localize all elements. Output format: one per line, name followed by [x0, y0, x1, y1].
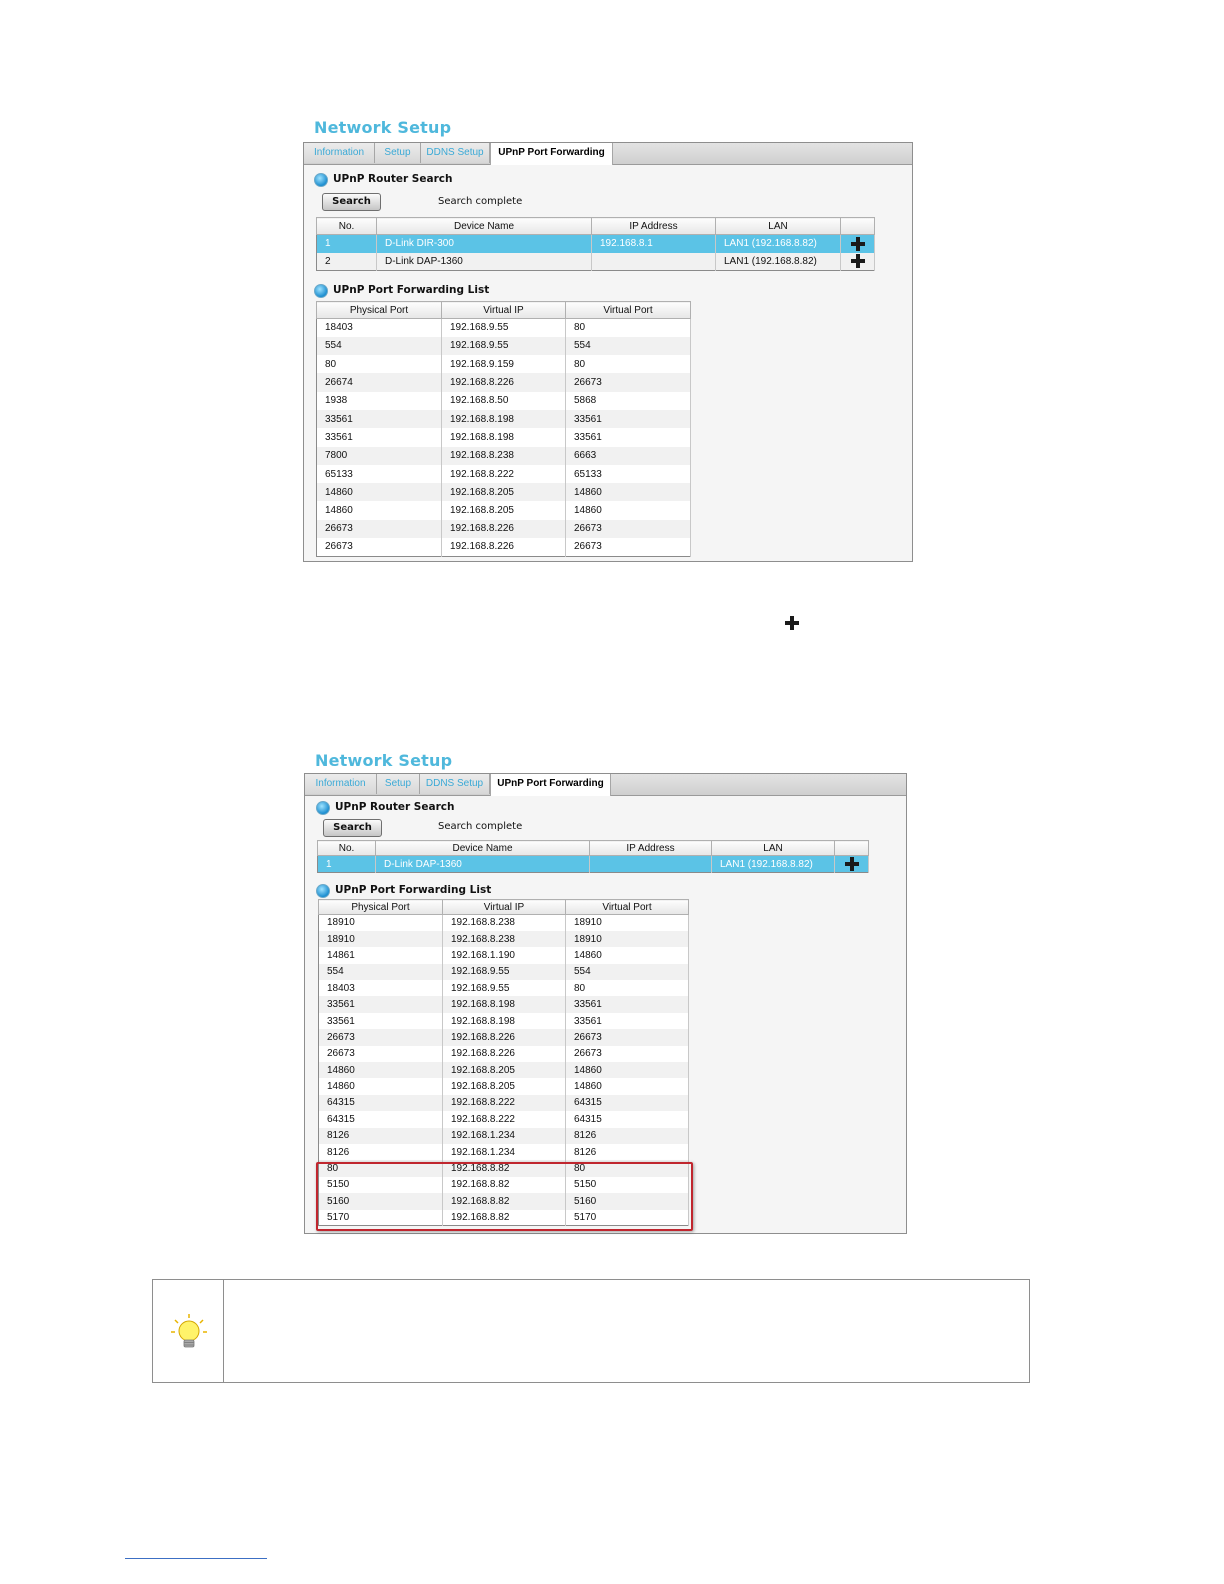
physical-port-cell: 8126	[319, 1144, 443, 1160]
virtual-port-cell: 8126	[566, 1128, 689, 1144]
virtual-port-cell: 80	[566, 355, 691, 373]
virtual-port-cell: 6663	[566, 447, 691, 465]
physical-port-cell: 18403	[317, 319, 442, 337]
physical-port-cell: 65133	[317, 465, 442, 483]
column-header-ip-address[interactable]: IP Address	[590, 841, 712, 856]
physical-port-cell: 26673	[319, 1029, 443, 1045]
plus-icon[interactable]	[845, 857, 859, 871]
column-header-no[interactable]: No.	[317, 218, 377, 235]
blue-dot-icon	[314, 173, 328, 187]
add-button-cell	[835, 856, 869, 873]
network-setup-panel	[303, 142, 913, 562]
tab-upnp-port-forwarding[interactable]: UPnP Port Forwarding	[490, 143, 613, 165]
router-device-name: D-Link DAP-1360	[376, 856, 590, 873]
router-search-heading: UPnP Router Search	[333, 173, 453, 185]
virtual-ip-cell: 192.168.8.226	[443, 1029, 566, 1045]
physical-port-cell: 26673	[317, 538, 442, 556]
physical-port-cell: 33561	[319, 996, 443, 1012]
virtual-ip-cell: 192.168.9.55	[442, 319, 566, 337]
tab-ddns-setup[interactable]: DDNS Setup	[420, 774, 490, 794]
search-button[interactable]: Search	[322, 193, 381, 211]
virtual-ip-cell: 192.168.1.234	[443, 1128, 566, 1144]
table-row[interactable]	[319, 1078, 689, 1094]
column-header-action	[835, 841, 869, 856]
table-row[interactable]	[319, 964, 689, 980]
virtual-port-cell: 554	[566, 337, 691, 355]
virtual-ip-cell: 192.168.8.205	[443, 1078, 566, 1094]
blue-dot-icon	[316, 801, 330, 815]
virtual-ip-cell: 192.168.8.226	[443, 1046, 566, 1062]
table-row[interactable]	[317, 355, 691, 373]
physical-port-cell: 80	[317, 355, 442, 373]
physical-port-cell: 14860	[317, 501, 442, 519]
physical-port-cell: 14860	[317, 483, 442, 501]
column-header-virtual-ip[interactable]: Virtual IP	[442, 302, 566, 319]
add-button-cell	[841, 253, 875, 271]
physical-port-cell: 554	[317, 337, 442, 355]
virtual-ip-cell: 192.168.1.190	[443, 947, 566, 963]
virtual-ip-cell: 192.168.8.205	[442, 501, 566, 519]
tab-bar	[305, 774, 906, 796]
plus-icon	[785, 616, 803, 634]
table-row[interactable]	[317, 373, 691, 391]
virtual-port-cell: 14860	[566, 947, 689, 963]
virtual-ip-cell: 192.168.9.55	[443, 964, 566, 980]
column-header-lan[interactable]: LAN	[712, 841, 835, 856]
table-row[interactable]	[317, 428, 691, 446]
physical-port-cell: 7800	[317, 447, 442, 465]
table-row[interactable]	[317, 447, 691, 465]
column-header-virtual-port[interactable]: Virtual Port	[566, 302, 691, 319]
table-row[interactable]	[319, 1029, 689, 1045]
virtual-port-cell: 64315	[566, 1095, 689, 1111]
physical-port-cell: 64315	[319, 1095, 443, 1111]
table-row[interactable]	[317, 483, 691, 501]
router-no: 1	[317, 235, 377, 253]
table-row[interactable]	[319, 1013, 689, 1029]
virtual-ip-cell: 192.168.9.159	[442, 355, 566, 373]
table-row[interactable]	[319, 915, 689, 931]
physical-port-cell: 5150	[319, 1177, 443, 1193]
virtual-ip-cell: 192.168.8.198	[443, 1013, 566, 1029]
plus-icon-glyph	[785, 616, 803, 634]
physical-port-cell: 554	[319, 964, 443, 980]
virtual-port-cell: 26673	[566, 1046, 689, 1062]
tab-information[interactable]: Information	[304, 143, 375, 163]
router-row[interactable]	[317, 253, 875, 271]
column-header-physical-port[interactable]: Physical Port	[317, 302, 442, 319]
tab-information[interactable]: Information	[305, 774, 377, 794]
virtual-port-cell: 33561	[566, 1013, 689, 1029]
page-title: Network Setup	[315, 751, 453, 770]
physical-port-cell: 26673	[319, 1046, 443, 1062]
add-button-cell	[841, 235, 875, 253]
physical-port-cell: 1938	[317, 392, 442, 410]
column-header-virtual-port[interactable]: Virtual Port	[566, 900, 689, 915]
table-row[interactable]	[319, 996, 689, 1012]
table-row[interactable]	[317, 319, 691, 337]
virtual-port-cell: 33561	[566, 410, 691, 428]
forwarding-list-heading: UPnP Port Forwarding List	[335, 884, 492, 896]
virtual-port-cell: 5868	[566, 392, 691, 410]
column-header-action	[841, 218, 875, 235]
table-row[interactable]	[317, 501, 691, 519]
virtual-port-cell: 26673	[566, 538, 691, 556]
physical-port-cell: 8126	[319, 1128, 443, 1144]
column-header-device-name[interactable]: Device Name	[377, 218, 592, 235]
router-lan: LAN1 (192.168.8.82)	[716, 235, 841, 253]
physical-port-cell: 5170	[319, 1210, 443, 1226]
search-status: Search complete	[438, 196, 523, 207]
virtual-ip-cell: 192.168.8.198	[443, 996, 566, 1012]
column-header-lan[interactable]: LAN	[716, 218, 841, 235]
column-header-device-name[interactable]: Device Name	[376, 841, 590, 856]
router-ip-address: 192.168.8.1	[592, 235, 716, 253]
virtual-ip-cell: 192.168.8.226	[442, 520, 566, 538]
router-search-heading: UPnP Router Search	[335, 801, 455, 813]
plus-icon[interactable]	[851, 237, 865, 251]
virtual-port-cell: 64315	[566, 1111, 689, 1127]
new-entries-highlight	[316, 1162, 693, 1231]
table-row[interactable]	[317, 410, 691, 428]
physical-port-cell: 80	[319, 1160, 443, 1176]
physical-port-cell: 33561	[317, 428, 442, 446]
router-lan: LAN1 (192.168.8.82)	[712, 856, 835, 873]
router-device-name: D-Link DIR-300	[377, 235, 592, 253]
table-row[interactable]	[319, 1111, 689, 1127]
virtual-ip-cell: 192.168.1.234	[443, 1144, 566, 1160]
virtual-port-cell: 26673	[566, 1029, 689, 1045]
virtual-ip-cell: 192.168.9.55	[443, 980, 566, 996]
virtual-ip-cell: 192.168.8.82	[443, 1210, 566, 1226]
column-header-ip-address[interactable]: IP Address	[592, 218, 716, 235]
table-row[interactable]	[319, 1144, 689, 1160]
virtual-ip-cell: 192.168.8.222	[443, 1095, 566, 1111]
virtual-ip-cell: 192.168.8.238	[443, 915, 566, 931]
virtual-ip-cell: 192.168.9.55	[442, 337, 566, 355]
tab-upnp-port-forwarding[interactable]: UPnP Port Forwarding	[490, 774, 611, 796]
tab-ddns-setup[interactable]: DDNS Setup	[421, 143, 490, 163]
physical-port-cell: 33561	[319, 1013, 443, 1029]
virtual-port-cell: 5160	[566, 1193, 689, 1209]
tip-box	[152, 1279, 1030, 1383]
virtual-port-cell: 33561	[566, 428, 691, 446]
virtual-ip-cell: 192.168.8.198	[442, 428, 566, 446]
virtual-port-cell: 26673	[566, 520, 691, 538]
physical-port-cell: 26674	[317, 373, 442, 391]
table-row[interactable]	[319, 1062, 689, 1078]
physical-port-cell: 18403	[319, 980, 443, 996]
page-title: Network Setup	[314, 118, 452, 137]
table-row[interactable]	[317, 392, 691, 410]
virtual-port-cell: 26673	[566, 373, 691, 391]
forwarding-list-heading: UPnP Port Forwarding List	[333, 284, 490, 296]
router-row[interactable]	[318, 856, 869, 873]
virtual-ip-cell: 192.168.8.82	[443, 1177, 566, 1193]
column-header-no[interactable]: No.	[318, 841, 376, 856]
tip-divider	[223, 1280, 224, 1382]
physical-port-cell: 64315	[319, 1111, 443, 1127]
virtual-ip-cell: 192.168.8.222	[442, 465, 566, 483]
table-row[interactable]	[317, 465, 691, 483]
virtual-port-cell: 80	[566, 319, 691, 337]
router-no: 1	[318, 856, 376, 873]
virtual-port-cell: 18910	[566, 915, 689, 931]
tab-setup[interactable]: Setup	[377, 774, 420, 794]
virtual-port-cell: 33561	[566, 996, 689, 1012]
virtual-port-cell: 14860	[566, 1078, 689, 1094]
table-row[interactable]	[319, 947, 689, 963]
table-row[interactable]	[319, 1128, 689, 1144]
physical-port-cell: 5160	[319, 1193, 443, 1209]
table-row[interactable]	[319, 931, 689, 947]
virtual-port-cell: 80	[566, 980, 689, 996]
virtual-ip-cell: 192.168.8.222	[443, 1111, 566, 1127]
virtual-ip-cell: 192.168.8.205	[442, 483, 566, 501]
virtual-port-cell: 8126	[566, 1144, 689, 1160]
virtual-port-cell: 5170	[566, 1210, 689, 1226]
plus-icon[interactable]	[851, 254, 865, 268]
tab-setup[interactable]: Setup	[375, 143, 421, 163]
virtual-ip-cell: 192.168.8.238	[443, 931, 566, 947]
router-ip-address	[592, 253, 716, 271]
column-header-physical-port[interactable]: Physical Port	[319, 900, 443, 915]
router-table	[317, 840, 869, 873]
physical-port-cell: 18910	[319, 931, 443, 947]
virtual-port-cell: 80	[566, 1160, 689, 1176]
router-device-name: D-Link DAP-1360	[377, 253, 592, 271]
virtual-ip-cell: 192.168.8.238	[442, 447, 566, 465]
virtual-ip-cell: 192.168.8.50	[442, 392, 566, 410]
port-forwarding-table	[316, 301, 691, 557]
router-table	[316, 217, 875, 271]
footnote-rule	[125, 1558, 267, 1559]
virtual-ip-cell: 192.168.8.82	[443, 1193, 566, 1209]
lightbulb-icon	[169, 1312, 209, 1352]
router-no: 2	[317, 253, 377, 271]
virtual-ip-cell: 192.168.8.226	[442, 538, 566, 556]
blue-dot-icon	[316, 884, 330, 898]
virtual-port-cell: 14860	[566, 501, 691, 519]
physical-port-cell: 14861	[319, 947, 443, 963]
table-row[interactable]	[319, 1046, 689, 1062]
network-setup-panel	[304, 773, 907, 1234]
router-lan: LAN1 (192.168.8.82)	[716, 253, 841, 271]
virtual-ip-cell: 192.168.8.226	[442, 373, 566, 391]
virtual-port-cell: 18910	[566, 931, 689, 947]
virtual-port-cell: 554	[566, 964, 689, 980]
column-header-virtual-ip[interactable]: Virtual IP	[443, 900, 566, 915]
virtual-ip-cell: 192.168.8.198	[442, 410, 566, 428]
table-row[interactable]	[319, 1095, 689, 1111]
table-row[interactable]	[317, 337, 691, 355]
physical-port-cell: 26673	[317, 520, 442, 538]
physical-port-cell: 18910	[319, 915, 443, 931]
blue-dot-icon	[314, 284, 328, 298]
table-row[interactable]	[319, 980, 689, 996]
physical-port-cell: 33561	[317, 410, 442, 428]
router-row[interactable]	[317, 235, 875, 253]
virtual-port-cell: 14860	[566, 1062, 689, 1078]
virtual-port-cell: 14860	[566, 483, 691, 501]
physical-port-cell: 14860	[319, 1062, 443, 1078]
physical-port-cell: 14860	[319, 1078, 443, 1094]
virtual-ip-cell: 192.168.8.82	[443, 1160, 566, 1176]
search-status: Search complete	[438, 821, 523, 832]
virtual-ip-cell: 192.168.8.205	[443, 1062, 566, 1078]
virtual-port-cell: 65133	[566, 465, 691, 483]
router-ip-address	[590, 856, 712, 873]
search-button[interactable]: Search	[323, 819, 382, 837]
table-row[interactable]	[317, 538, 691, 556]
virtual-port-cell: 5150	[566, 1177, 689, 1193]
tab-bar	[304, 143, 912, 165]
table-row[interactable]	[317, 520, 691, 538]
